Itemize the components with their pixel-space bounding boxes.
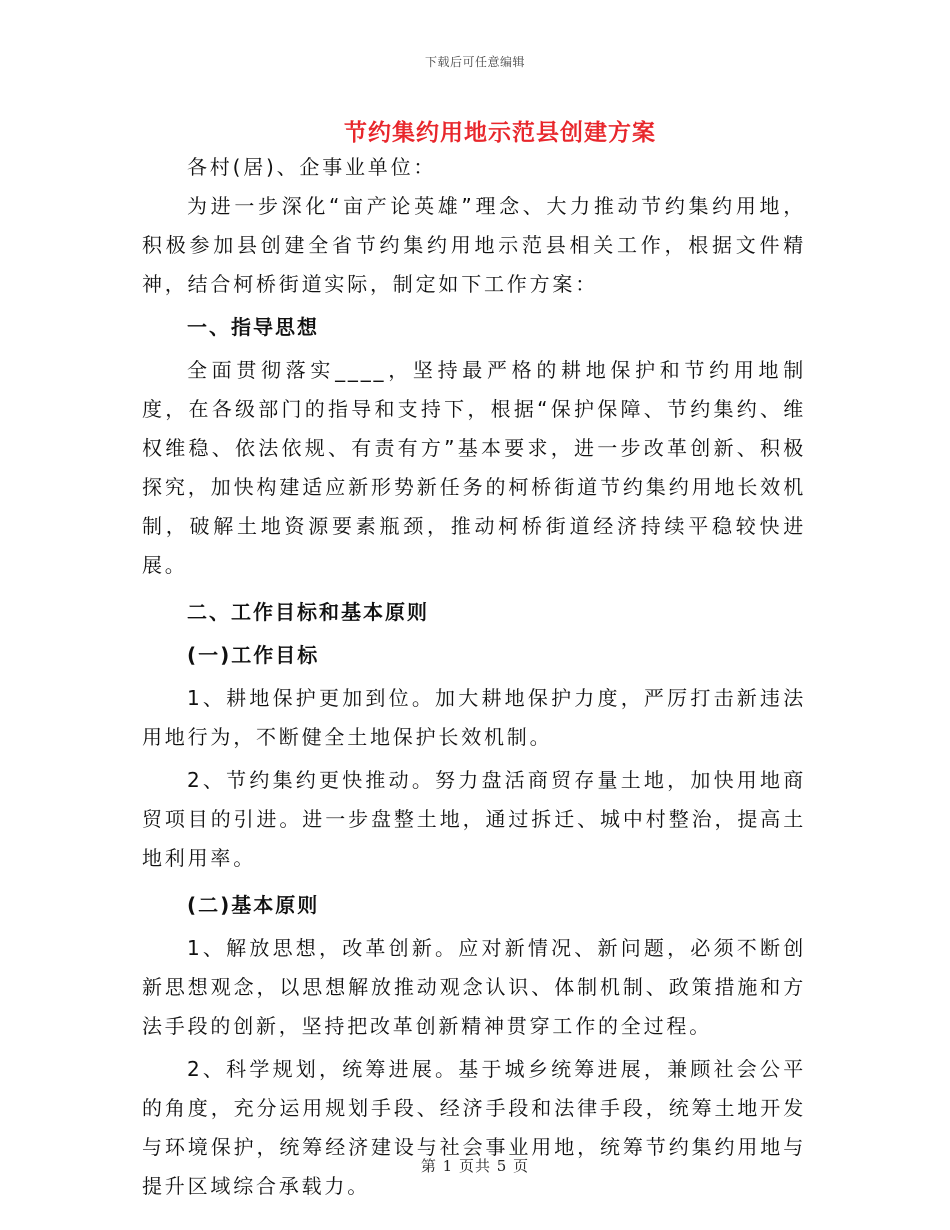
goal-item: 2、节约集约更快推动。努力盘活商贸存量土地，加快用地商贸项目的引进。进一步盘整土地，通过拆迁、城中村整治，提高土地利用率。 <box>142 768 806 870</box>
guiding-thought-paragraph: 全面贯彻落实____，坚持最严格的耕地保护和节约用地制度，在各级部门的指导和支持下，根据“保护保障、节约集约、维权维稳、依法依规、有责有方”基本要求，进一步改革创新、积极探究，加快构建适应新形势新任务的柯桥街道节约集约用地长效机制，破解土地资源要素瓶颈，推动柯桥街道经济持续平稳较快进展。 <box>142 358 806 577</box>
salutation: 各村(居)、企事业单位： <box>187 155 437 179</box>
subsection-heading-principles: (二)基本原则 <box>187 893 320 917</box>
principle-item: 1、解放思想，改革创新。应对新情况、新问题，必须不断创新思想观念，以思想解放推动观念认识、体制机制、政策措施和方法手段的创新，坚持把改革创新精神贯穿工作的全过程。 <box>142 936 806 1038</box>
subsection-heading-goals: (一)工作目标 <box>187 643 320 667</box>
section-heading-guiding-thought: 一、指导思想 <box>187 315 319 339</box>
document-title: 节约集约用地示范县创建方案 <box>344 120 656 146</box>
intro-paragraph: 为进一步深化“亩产论英雄”理念、大力推动节约集约用地，积极参加县创建全省节约集约用地示范县相关工作，根据文件精神，结合柯桥街道实际，制定如下工作方案： <box>142 194 806 296</box>
principle-item: 2、科学规划，统筹进展。基于城乡统筹进展，兼顾社会公平的角度，充分运用规划手段、经济手段和法律手段，统筹土地开发与环境保护，统筹经济建设与社会事业用地，统筹节约集约用地与提升区域综合承载力。 <box>142 1057 806 1198</box>
header-note: 下载后可任意编辑 <box>424 55 525 69</box>
goal-item: 1、耕地保护更加到位。加大耕地保护力度，严厉打击新违法用地行为，不断健全土地保护长效机制。 <box>142 686 806 749</box>
section-heading-goals-principles: 二、工作目标和基本原则 <box>187 600 429 624</box>
page-footer: 第 1 页共 5 页 <box>420 1157 530 1175</box>
document-body <box>142 148 806 1206</box>
